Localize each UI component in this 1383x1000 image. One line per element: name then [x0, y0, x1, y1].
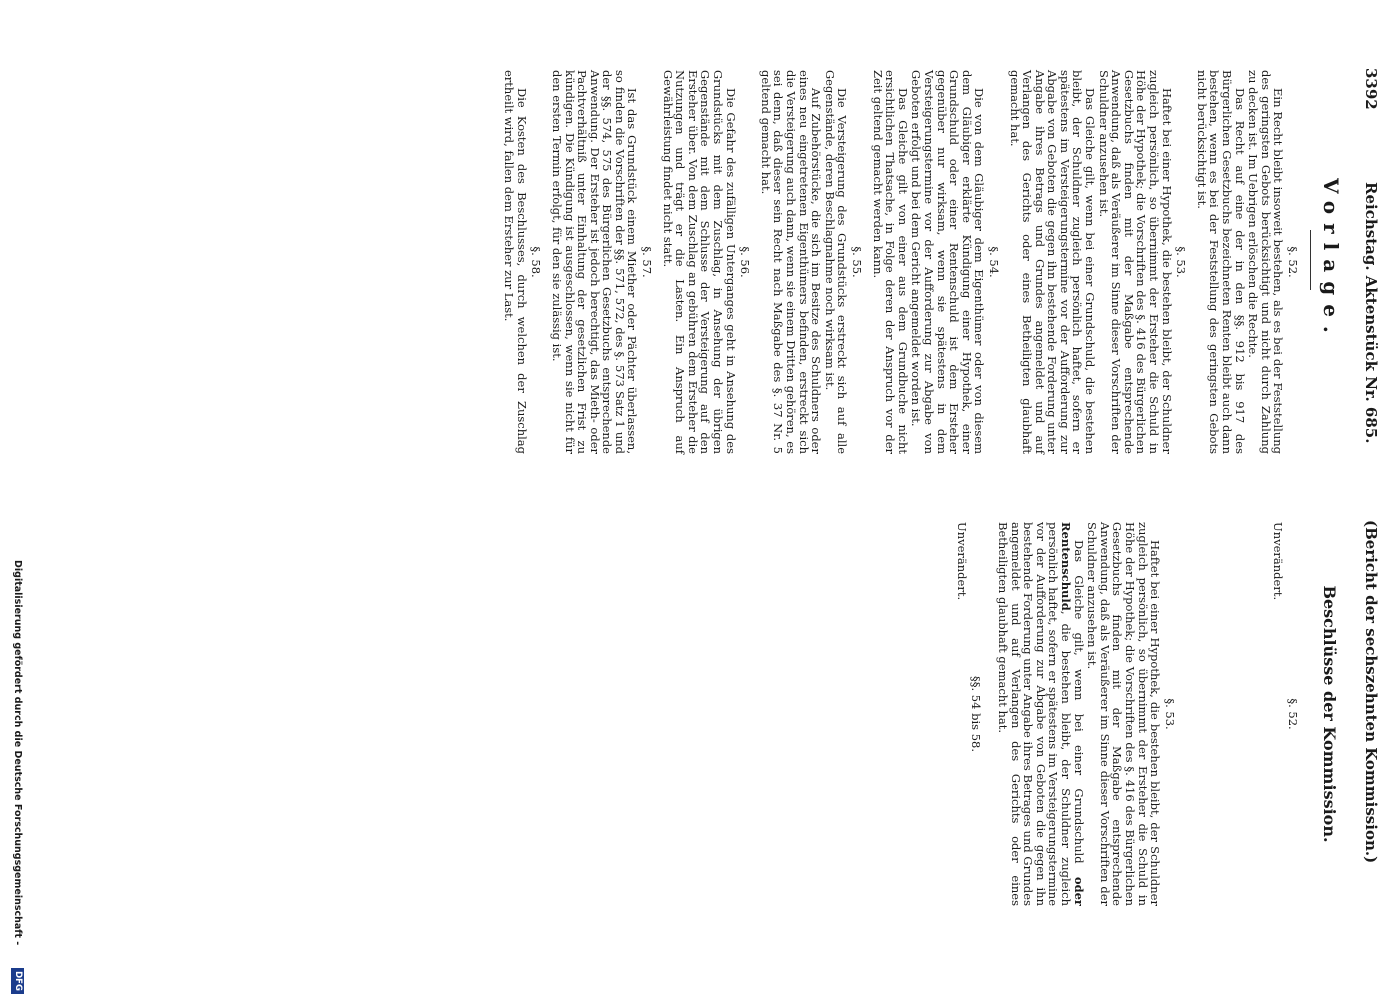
section-55-title: §. 55.: [850, 246, 864, 278]
left-column: [502, 70, 1303, 454]
section-53-paragraph-1: Haftet bei einer Hypothek, die bestehen bleibt, der Schuldner zugleich persönlich, so übernimmt der Ersteher die Schuld in Höhe der Hypothek; die Vorschriften des §. 416 des Bürgerlichen Gesetzbuchs finden mit der Maßgabe entsprechende Anwendung, daß als Veräußerer im Sinne dieser Vorschriften der Schuldner anzusehen ist.: [1096, 70, 1174, 454]
commission-section-53-paragraph-2: [997, 522, 1085, 906]
section-53-title: §. 53.: [1174, 246, 1189, 278]
commission-section-54-58-text: Unverändert.: [954, 522, 969, 601]
section-53-paragraph-2: Das Gleiche gilt, wenn bei einer Grundschuld, die bestehen bleibt, der Schuldner zugleich persönlich haftet, sofern er spätestens im Versteigerungstermine vor der Aufforderung zur Abgabe von Geboten die gegen ihn bestehende Forderung unter Angabe ihres Betrags und Grundes angemeldet und auf Verlangen des Gerichts oder eines Betheiligten glaubhaft gemacht hat.: [1007, 70, 1098, 454]
section-54-paragraph-2: Das Gleiche gilt von einer aus dem Grundbuche nicht ersichtlichen Thatsache, in Folge deren der Anspruch vor der Zeit geltend gemacht werden kann.: [870, 70, 910, 454]
section-56-title: §. 56.: [738, 246, 753, 278]
left-column-heading: Vorlage.: [1319, 178, 1343, 342]
section-54-paragraph-1: Die von dem Gläubiger dem Eigenthümer oder von diesem dem Gläubiger erklärte Kündigung einer Hypothek, einer Grundschuld oder einer Rentenschuld ist dem Ersteher gegenüber nur wirksam, wenn sie spätestens in dem Versteigerungstermine vor der Aufforderung zur Abgabe von Geboten erfolgt und bei dem Gericht angemeldet worden ist.: [909, 70, 987, 454]
right-column-heading: Beschlüsse der Kommission.: [1320, 585, 1339, 843]
digitization-credit: Digitalisierung gefördert durch die Deutsche Forschungsgemeinschaft -: [12, 560, 23, 946]
commission-section-52-title: §. 52.: [1286, 698, 1300, 730]
section-54-title: §. 54.: [986, 246, 1001, 278]
commission-53-p2-end: , die bestehen bleibt, der Schuldner zugleich persönlich haftet, sofern er spätestens im Versteigerungstermine vor der Aufforderung zur Abgabe von Geboten die gegen ihn bestehende Forderung unter Angabe ihres Betrages und Grundes angemeldet und auf Verlangen des Gerichts oder eines Betheiligten glaubhaft gemacht hat.: [996, 522, 1074, 906]
commission-section-53-title: §. 53.: [1162, 698, 1177, 730]
commission-section-52-text: Unverändert.: [1271, 522, 1286, 601]
commission-section-54-58-title: §§. 54 bis 58.: [969, 676, 984, 752]
heading-rule: [1310, 230, 1311, 290]
section-52-paragraph-2: Das Recht auf eine der in den §§. 912 bis 917 des Bürgerlichen Gesetzbuchs bezeichneten Renten bleibt auch dann bestehen, wenn es bei der Feststellung des geringsten Gebots nicht berücksichtigt ist.: [1194, 70, 1247, 454]
section-57-paragraph-1: Ist das Grundstück einem Miether oder Pächter überlassen, so finden die Vorschriften der §§. 571, 572, des §. 573 Satz 1 und der §§. 574, 575 des Bürgerlichen Gesetzbuchs entsprechende Anwendung. Der Ersteher ist jedoch berechtigt, das Mieth- oder Pachtverhältniß unter Einhaltung der gesetzlichen Frist zu kündigen. Die Kündigung ist ausgeschlossen, wenn sie nicht für den ersten Termin erfolgt, für den sie zulässig ist.: [549, 70, 640, 454]
commission-section-53-paragraph-1: Haftet bei einer Hypothek, die bestehen bleibt, der Schuldner zugleich persönlich, so übernimmt der Ersteher die Schuld in Höhe der Hypothek; die Vorschriften des §. 416 des Bürgerlichen Gesetzbuchs finden mit der Maßgabe entsprechende Anwendung, daß als Veräußerer im Sinne dieser Vorschriften der Schuldner anzusehen ist.: [1085, 522, 1163, 906]
commission-53-p2-bold: oder Rentenschuld: [1059, 522, 1086, 906]
section-58-title: §. 58.: [529, 246, 544, 278]
page-number: 3392: [1362, 68, 1380, 110]
section-55-paragraph-1: Die Versteigerung des Grundstücks erstreckt sich auf alle Gegenstände, deren Beschlagnahme noch wirksam ist.: [822, 70, 850, 454]
section-56-paragraph-1: Die Gefahr des zufälligen Unterganges geht in Ansehung des Grundstücks mit dem Zuschlag, in Ansehung der übrigen Gegenstände mit dem Schlusse der Versteigerung auf den Ersteher über. Von dem Zuschlag an gebühren dem Ersteher die Nutzungen und trägt er die Lasten. Ein Anspruch auf Gewährleistung findet nicht statt.: [660, 70, 738, 454]
section-55-paragraph-2: Auf Zubehörstücke, die sich im Besitze des Schuldners oder eines neu eingetretenen Eigenthümers befinden, erstreckt sich die Versteigerung auch dann, wenn sie einem Dritten gehören, es sei denn, daß dieser sein Recht nach Maßgabe des §. 37 Nr. 5 geltend gemacht hat.: [758, 70, 824, 454]
section-52-title: §. 52.: [1286, 246, 1300, 278]
section-57-title: §. 57.: [640, 246, 655, 278]
section-52-paragraph-1: Ein Recht bleibt insoweit bestehen, als es bei der Feststellung des geringsten Gebots berücksichtigt und nicht durch Zahlung zu decken ist. Im Uebrigen erlöschen die Rechte.: [1246, 70, 1286, 454]
dfg-logo: DFG: [11, 968, 24, 994]
commission-53-p2-start: Das Gleiche gilt, wenn bei einer Grundschuld: [1071, 540, 1086, 877]
header-title: Reichstag. Aktenstück Nr. 685.: [1362, 182, 1380, 444]
right-column: [954, 522, 1303, 906]
section-58-paragraph-1: Die Kosten des Beschlusses, durch welchen der Zuschlag ertheilt wird, fallen dem Ersteher zur Last.: [502, 70, 529, 454]
header-right: (Bericht der sechszehnten Kommission.): [1362, 520, 1380, 864]
